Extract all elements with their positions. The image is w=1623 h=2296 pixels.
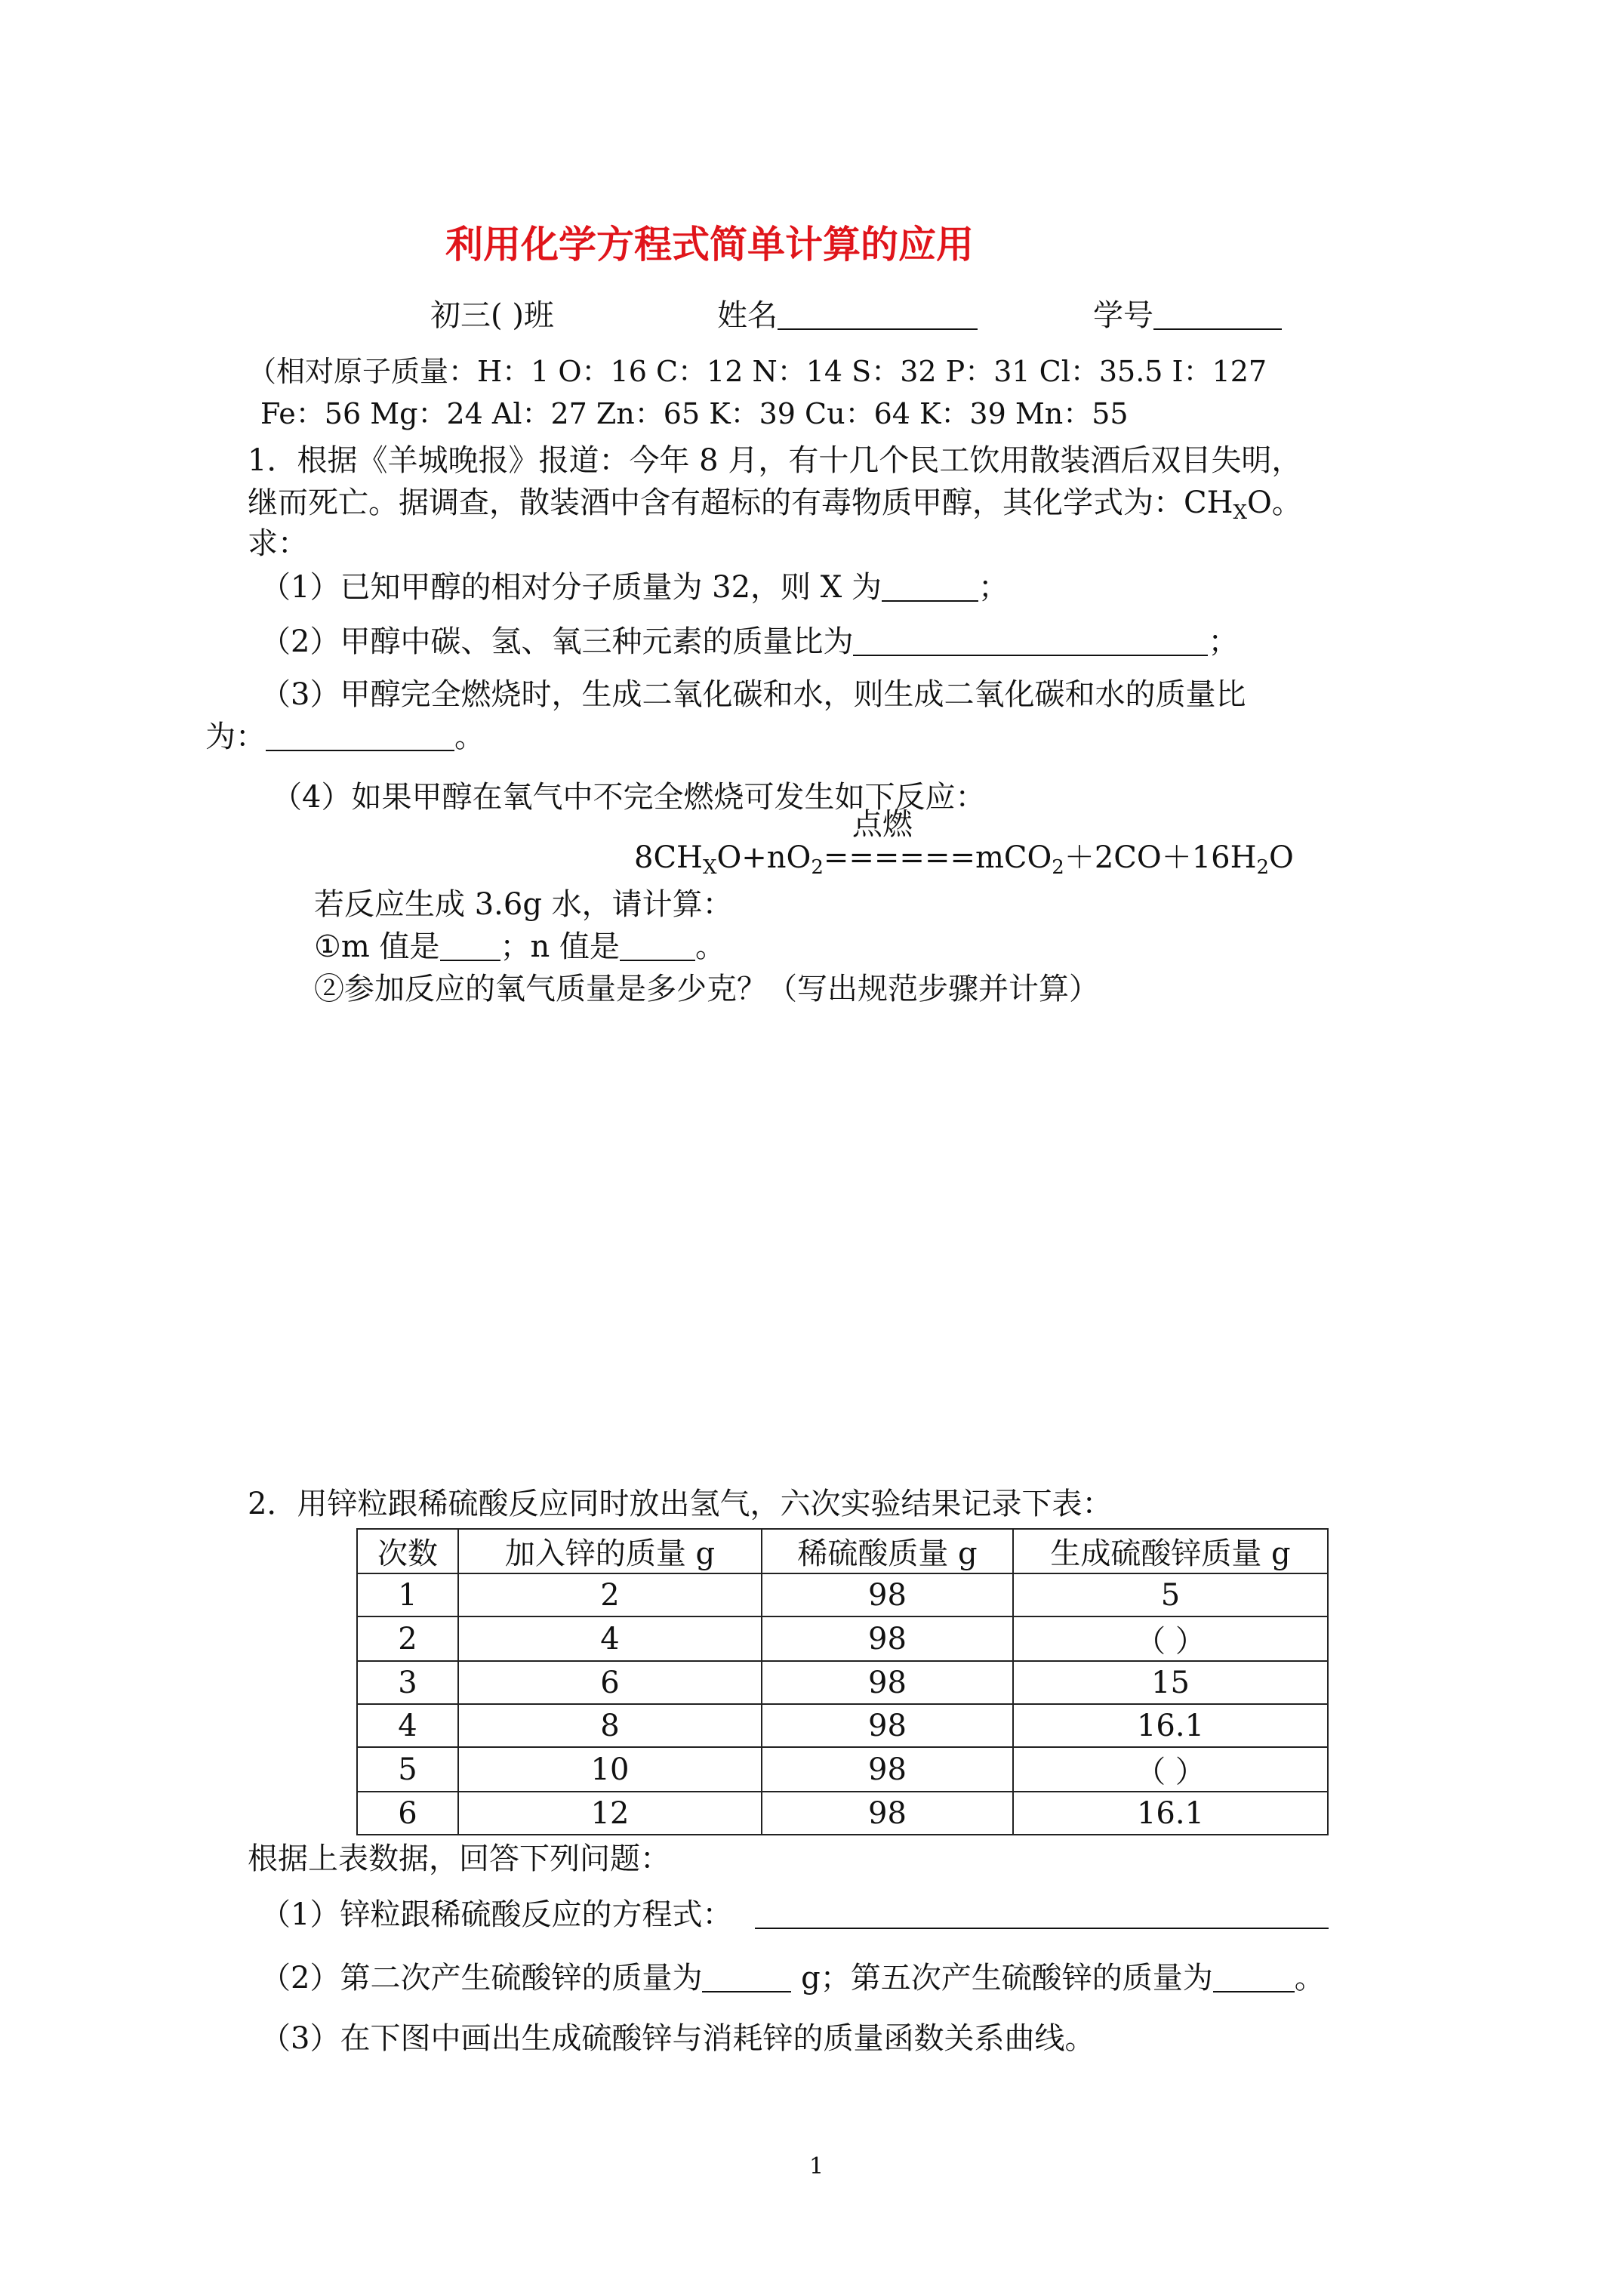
- table-cell: 1: [357, 1573, 458, 1616]
- q2-intro: 2．用锌粒跟稀硫酸反应同时放出氢气，六次实验结果记录下表：: [248, 1487, 1113, 1521]
- q1-intro-line-2: [248, 483, 1302, 522]
- table-cell: 98: [762, 1747, 1013, 1792]
- table-cell: 6: [357, 1792, 458, 1835]
- table-cell: 15: [1013, 1661, 1328, 1704]
- table-cell: 2: [458, 1573, 762, 1616]
- atomic-mass-line-2: Fe：56 Mg：24 Al：27 Zn：65 K：39 Cu：64 K：39 Mn：55: [260, 397, 1129, 430]
- name-field-row: [717, 296, 978, 335]
- q2-part-1-text: （1）锌粒跟稀硫酸反应的方程式：: [260, 1897, 733, 1932]
- q2-part-1-blank[interactable]: [755, 1900, 1329, 1929]
- eq-condition: 点燃: [852, 807, 913, 842]
- table-cell: 12: [458, 1792, 762, 1835]
- table-row: [357, 1616, 1328, 1661]
- table-cell: 2: [357, 1616, 458, 1661]
- class-label: 初三( )班: [430, 298, 554, 333]
- table-cell: 10: [458, 1747, 762, 1792]
- table-row: [357, 1661, 1328, 1704]
- table-header-cell: 稀硫酸质量 g: [762, 1529, 1013, 1573]
- name-blank[interactable]: [778, 301, 978, 330]
- eq-product-2: ＋2CO＋16H: [1064, 840, 1257, 875]
- table-cell: 4: [458, 1616, 762, 1661]
- table-cell-blank[interactable]: （ ）: [1013, 1747, 1328, 1792]
- q1-part-2: [260, 622, 1238, 661]
- table-cell: 98: [762, 1661, 1013, 1704]
- eq-reactant-1: 8CH: [634, 840, 703, 875]
- eq-subscript: 2: [1052, 856, 1064, 879]
- q2-part-2: [260, 1959, 1325, 1998]
- table-cell-blank[interactable]: （ ）: [1013, 1616, 1328, 1661]
- eq-subscript: 2: [811, 856, 824, 879]
- eq-subscript: X: [702, 856, 717, 879]
- q1-part-4-sub-1: [314, 927, 725, 966]
- table-header-cell: 次数: [357, 1529, 458, 1573]
- n-value-blank[interactable]: [620, 932, 695, 961]
- table-cell: 4: [357, 1704, 458, 1747]
- q1-part-3-tail: 。: [454, 720, 485, 754]
- table-row: [357, 1704, 1328, 1747]
- n-value-label: ；n 值是: [500, 929, 620, 964]
- experiment-table: [356, 1528, 1329, 1835]
- page-number: 1: [809, 2153, 824, 2180]
- table-header-row: [357, 1529, 1328, 1573]
- table-cell: 98: [762, 1573, 1013, 1616]
- q1-intro-line-3: 求：: [248, 526, 308, 561]
- q1-part-2-tail: ；: [1208, 624, 1239, 659]
- table-row: [357, 1747, 1328, 1792]
- student-id-row: [1093, 296, 1282, 335]
- reaction-equation: [634, 807, 1294, 879]
- table-cell: 3: [357, 1661, 458, 1704]
- m-value-label: ①m 值是: [314, 929, 440, 964]
- table-header-cell: 加入锌的质量 g: [458, 1529, 762, 1573]
- q1-part-3-blank[interactable]: [266, 723, 454, 751]
- q2-part-3: （3）在下图中画出生成硫酸锌与消耗锌的质量函数关系曲线。: [260, 2021, 1095, 2056]
- q2-part-2-tail: 。: [1294, 1961, 1325, 1996]
- table-cell: 16.1: [1013, 1704, 1328, 1747]
- q2-part-2-mid: g；第五次产生硫酸锌的质量为: [791, 1961, 1213, 1996]
- table-cell: 8: [458, 1704, 762, 1747]
- q1-part-1: [260, 568, 1009, 607]
- q1-part-4-sub-1-tail: 。: [695, 929, 725, 964]
- q1-intro-tail: O。: [1247, 485, 1302, 520]
- table-row: [357, 1573, 1328, 1616]
- table-row: [357, 1792, 1328, 1835]
- formula-subscript: X: [1233, 501, 1248, 524]
- q1-intro-text: 继而死亡。据调查，散装酒中含有超标的有毒物质甲醇，其化学式为：CH: [248, 485, 1233, 520]
- eq-product-3: O: [1269, 840, 1294, 875]
- table-cell: 5: [1013, 1573, 1328, 1616]
- document-title: 利用化学方程式简单计算的应用: [445, 223, 974, 267]
- q1-part-2-text: （2）甲醇中碳、氢、氧三种元素的质量比为: [260, 624, 854, 659]
- q1-part-3-label: 为：: [205, 720, 266, 754]
- q1-part-2-blank[interactable]: [853, 627, 1208, 656]
- q1-part-4-given: 若反应生成 3.6g 水，请计算：: [314, 887, 733, 922]
- second-zinc-sulfate-blank[interactable]: [702, 1964, 791, 1992]
- q1-part-1-blank[interactable]: [882, 573, 978, 602]
- q1-part-1-text: （1）已知甲醇的相对分子质量为 32，则 X 为: [260, 570, 882, 605]
- fifth-zinc-sulfate-blank[interactable]: [1213, 1964, 1295, 1992]
- q2-part-2-text: （2）第二次产生硫酸锌的质量为: [260, 1961, 703, 1996]
- eq-product-1: mCO: [975, 840, 1052, 875]
- table-cell: 16.1: [1013, 1792, 1328, 1835]
- q1-intro-line-1: 1．根据《羊城晚报》报道：今年 8 月，有十几个民工饮用散装酒后双目失明，: [248, 443, 1302, 478]
- table-cell: 6: [458, 1661, 762, 1704]
- name-label: 姓名: [717, 298, 778, 333]
- table-cell: 5: [357, 1747, 458, 1792]
- q1-part-4-sub-2: ②参加反应的氧气质量是多少克？（写出规范步骤并计算）: [314, 972, 1099, 1006]
- student-id-blank[interactable]: [1153, 301, 1282, 330]
- eq-reactant-2: O+nO: [716, 840, 812, 875]
- eq-subscript: 2: [1256, 856, 1270, 879]
- student-id-label: 学号: [1093, 298, 1153, 333]
- table-cell: 98: [762, 1704, 1013, 1747]
- table-cell: 98: [762, 1616, 1013, 1661]
- table-header-cell: 生成硫酸锌质量 g: [1013, 1529, 1328, 1573]
- q1-part-1-tail: ；: [978, 570, 1009, 605]
- q1-part-4: （4）如果甲醇在氧气中不完全燃烧可发生如下反应：: [272, 780, 986, 815]
- q2-after-table: 根据上表数据，回答下列问题：: [248, 1841, 670, 1876]
- eq-arrow: [823, 807, 975, 877]
- eq-sign: ======: [823, 840, 975, 875]
- atomic-mass-line-1: （相对原子质量：H：1 O：16 C：12 N：14 S：32 P：31 Cl：35.5 I：127: [248, 355, 1267, 388]
- m-value-blank[interactable]: [440, 932, 500, 961]
- table-cell: 98: [762, 1792, 1013, 1835]
- q2-part-1: [260, 1895, 1329, 1934]
- q1-part-3: （3）甲醇完全燃烧时，生成二氧化碳和水，则生成二氧化碳和水的质量比: [260, 677, 1246, 712]
- q1-part-3-cont: [205, 717, 485, 757]
